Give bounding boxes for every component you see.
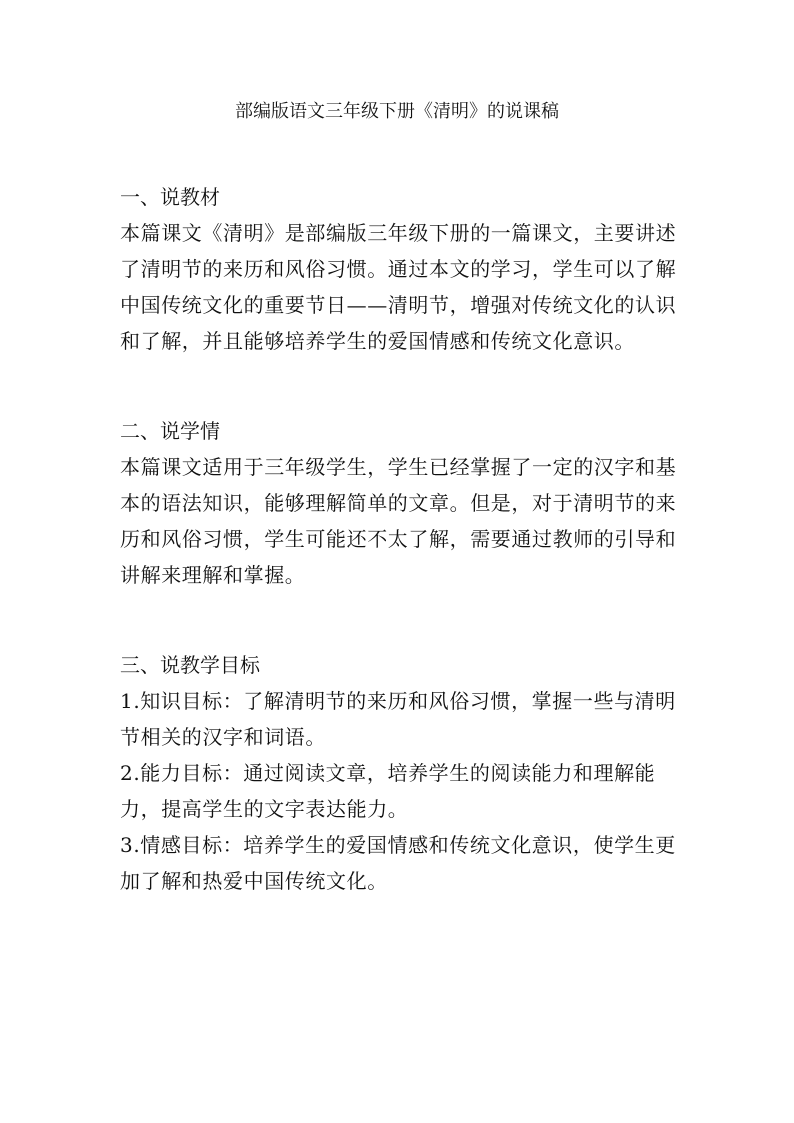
document-title: 部编版语文三年级下册《清明》的说课稿 — [235, 101, 559, 122]
section-paragraph: 本篇课文《清明》是部编版三年级下册的一篇课文，主要讲述了清明节的来历和风俗习惯。通过本文的学习，学生可以了解中国传统文化的重要节日——清明节，增强对传统文化的认识和了解，并且能够培养学生的爱国情感和传统文化意识。 — [120, 221, 677, 353]
objective-item: 3.情感目标：培养学生的爱国情感和传统文化意识，使学生更加了解和热爱中国传统文化。 — [120, 833, 676, 893]
section-teaching-objectives — [120, 647, 680, 899]
section-heading: 一、说教材 — [120, 185, 220, 209]
section-heading: 二、说学情 — [120, 419, 220, 443]
section-paragraph: 本篇课文适用于三年级学生，学生已经掌握了一定的汉字和基本的语法知识，能够理解简单的文章。但是，对于清明节的来历和风俗习惯，学生可能还不太了解，需要通过教师的引导和讲解来理解和掌握。 — [120, 455, 677, 587]
section-teaching-material — [120, 179, 680, 359]
objective-item: 1.知识目标：了解清明节的来历和风俗习惯，掌握一些与清明节相关的汉字和词语。 — [120, 689, 676, 749]
section-student-analysis — [120, 413, 680, 593]
objective-item: 2.能力目标：通过阅读文章，培养学生的阅读能力和理解能力，提高学生的文字表达能力。 — [120, 761, 656, 821]
document-body — [120, 179, 680, 953]
section-heading: 三、说教学目标 — [120, 653, 260, 677]
